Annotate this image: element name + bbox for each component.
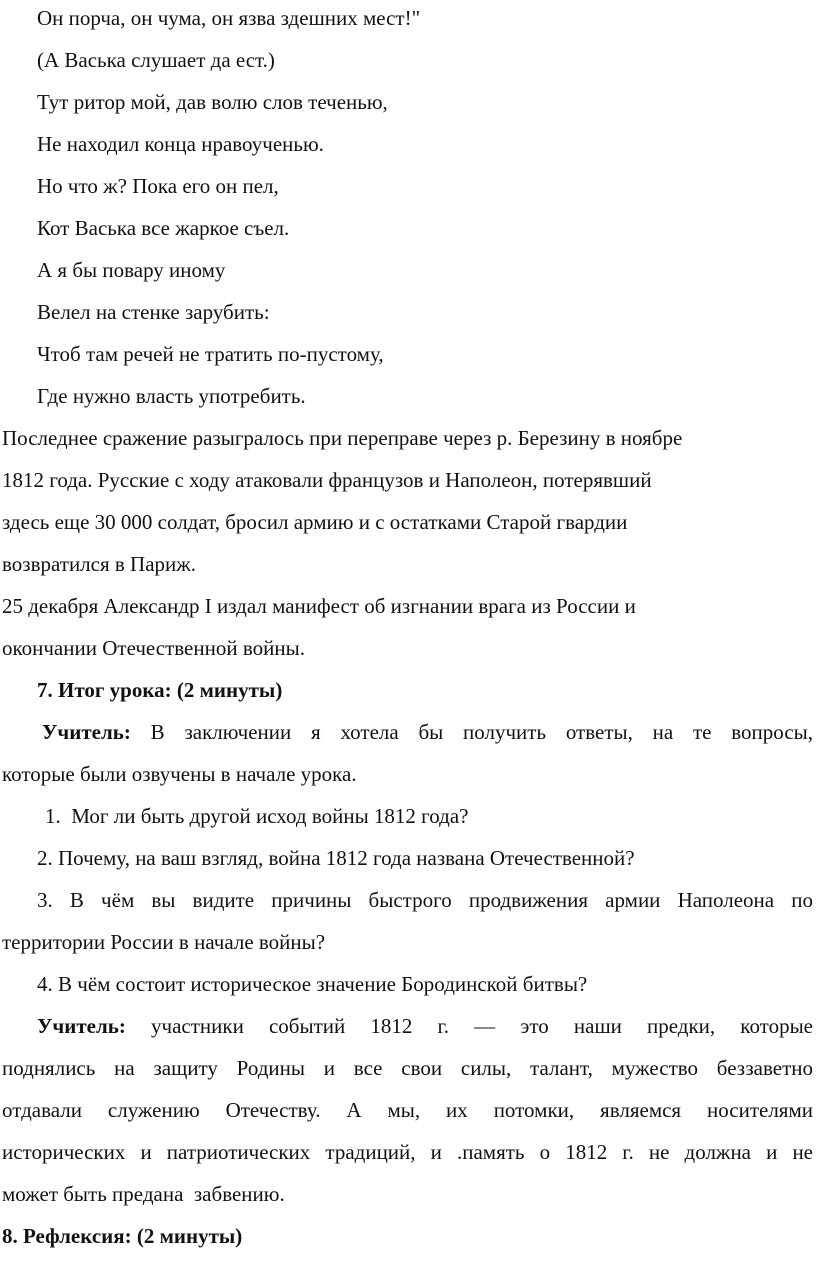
question-2: 2. Почему, на ваш взгляд, война 1812 года названа Отечественной? [37, 846, 635, 870]
poem-line: Но что ж? Пока его он пел, [37, 174, 279, 198]
poem-line: Не находил конца нравоученью. [37, 132, 324, 156]
paragraph-line: 25 декабря Александр I издал манифест об изгнании врага из России и [2, 594, 636, 618]
question-4: 4. В чём состоит историческое значение Бородинской битвы? [37, 972, 588, 996]
section-8-heading: 8. Рефлексия: (2 минуты) [2, 1224, 243, 1248]
paragraph-line: 1812 года. Русские с ходу атаковали французов и Наполеон, потерявший [2, 468, 652, 492]
question-text: Мог ли быть другой исход войны 1812 года? [71, 804, 469, 828]
paragraph-line: возвратился в Париж. [2, 552, 197, 576]
poem-line: Велел на стенке зарубить: [37, 300, 270, 324]
teacher-paragraph-line: поднялись на защиту Родины и все свои силы, талант, мужество беззаветно [2, 1056, 813, 1080]
section-heading [37, 677, 282, 703]
teacher-text: В заключении я хотела бы получить ответы, на те вопросы, [150, 720, 813, 744]
teacher-paragraph-line: исторических и патриотических традиций, и .память о 1812 г. не должна и не [2, 1140, 813, 1164]
teacher-paragraph-line: которые были озвучены в начале урока. [2, 762, 357, 786]
paragraph-line: здесь еще 30 000 солдат, бросил армию и с остатками Старой гвардии [2, 510, 628, 534]
section-heading [2, 1223, 242, 1249]
poem-line: Где нужно власть употребить. [37, 384, 306, 408]
question-3: 3. В чём вы видите причины быстрого продвижения армии Наполеона по [37, 888, 813, 912]
section-7-heading: 7. Итог урока: (2 минуты) [37, 678, 283, 702]
teacher-label: Учитель: [42, 720, 131, 744]
poem-line: А я бы повару иному [37, 258, 226, 282]
question-1 [45, 803, 469, 829]
poem-line: Кот Васька все жаркое съел. [37, 216, 290, 240]
teacher-text: участники событий 1812 г. — это наши предки, которые [151, 1014, 814, 1038]
poem-line: Он порча, он чума, он язва здешних мест!" [37, 6, 421, 30]
question-number: 1. [45, 804, 61, 828]
teacher-label: Учитель: [37, 1014, 126, 1038]
poem-line: (А Васька слушает да ест.) [37, 48, 275, 72]
question-3-cont: территории России в начале войны? [2, 930, 326, 954]
paragraph-line: окончании Отечественной войны. [2, 636, 305, 660]
teacher-paragraph-line: отдавали служению Отечеству. А мы, их потомки, являемся носителями [2, 1098, 813, 1122]
paragraph-line: Последнее сражение разыгралось при переправе через р. Березину в ноябре [2, 426, 683, 450]
teacher-paragraph-line: может быть предана забвению. [2, 1182, 285, 1206]
poem-line: Тут ритор мой, дав волю слов теченью, [37, 90, 388, 114]
teacher-paragraph-line [42, 719, 813, 745]
teacher-paragraph-line [37, 1013, 813, 1039]
poem-line: Чтоб там речей не тратить по-пустому, [37, 342, 384, 366]
